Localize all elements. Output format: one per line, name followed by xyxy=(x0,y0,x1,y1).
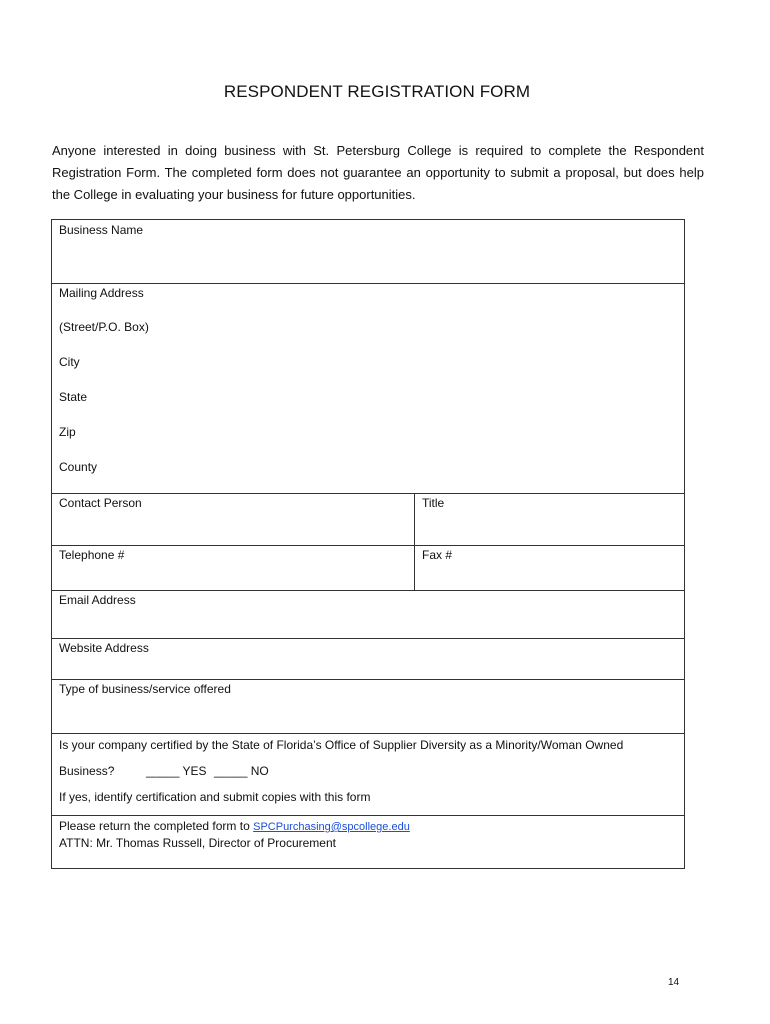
mailing-address-label: Mailing Address xyxy=(59,286,144,300)
return-instructions-row xyxy=(52,816,684,868)
yes-blank: _____ xyxy=(146,764,180,778)
page-number: 14 xyxy=(668,977,680,988)
business-type-label: Type of business/service offered xyxy=(59,682,231,696)
yes-label: YES xyxy=(182,764,207,778)
telephone-fax-row xyxy=(52,546,684,591)
no-option[interactable] xyxy=(214,764,269,778)
certification-instructions: If yes, identify certification and submit copies with this form xyxy=(59,790,371,804)
telephone-cell[interactable] xyxy=(52,546,415,590)
contact-person-cell[interactable] xyxy=(52,494,415,545)
county-label: County xyxy=(59,460,98,474)
page-title: RESPONDENT REGISTRATION FORM xyxy=(223,82,531,101)
title-label: Title xyxy=(422,496,445,510)
return-instructions xyxy=(59,819,410,833)
yes-option[interactable] xyxy=(146,764,207,778)
business-type-row[interactable] xyxy=(52,680,684,734)
business-name-row[interactable] xyxy=(52,220,684,284)
no-label: NO xyxy=(250,764,269,778)
city-label: City xyxy=(59,355,80,369)
intro-paragraph: Anyone interested in doing business with St. Petersburg College is required to complete the Respondent Registration Form. The completed form does not guarantee an opportunity to submit a proposal, but does help the College in evaluating your business for future opportunities. xyxy=(52,143,704,202)
street-label: (Street/P.O. Box) xyxy=(59,320,149,334)
state-label: State xyxy=(59,390,88,404)
certification-question: Is your company certified by the State of Florida’s Office of Supplier Diversity as a Minority/Woman Owned xyxy=(59,738,624,752)
no-blank: _____ xyxy=(214,764,248,778)
certification-row xyxy=(52,734,684,816)
procurement-email-link[interactable]: SPCPurchasing@spcollege.edu xyxy=(253,821,410,833)
email-label: Email Address xyxy=(59,593,136,607)
fax-cell[interactable] xyxy=(415,546,684,590)
website-label: Website Address xyxy=(59,641,149,655)
fax-label: Fax # xyxy=(422,548,453,562)
return-prefix: Please return the completed form to xyxy=(59,819,250,833)
title-cell[interactable] xyxy=(415,494,684,545)
business-name-label: Business Name xyxy=(59,223,144,237)
telephone-label: Telephone # xyxy=(59,548,125,562)
attn-line: ATTN: Mr. Thomas Russell, Director of Procurement xyxy=(59,836,336,850)
registration-form-table xyxy=(51,219,685,869)
contact-person-label: Contact Person xyxy=(59,496,142,510)
email-row[interactable] xyxy=(52,591,684,639)
contact-title-row xyxy=(52,494,684,546)
certification-business-label: Business? xyxy=(59,764,115,778)
website-row[interactable] xyxy=(52,639,684,680)
mailing-address-row[interactable] xyxy=(52,284,684,494)
zip-label: Zip xyxy=(59,425,76,439)
